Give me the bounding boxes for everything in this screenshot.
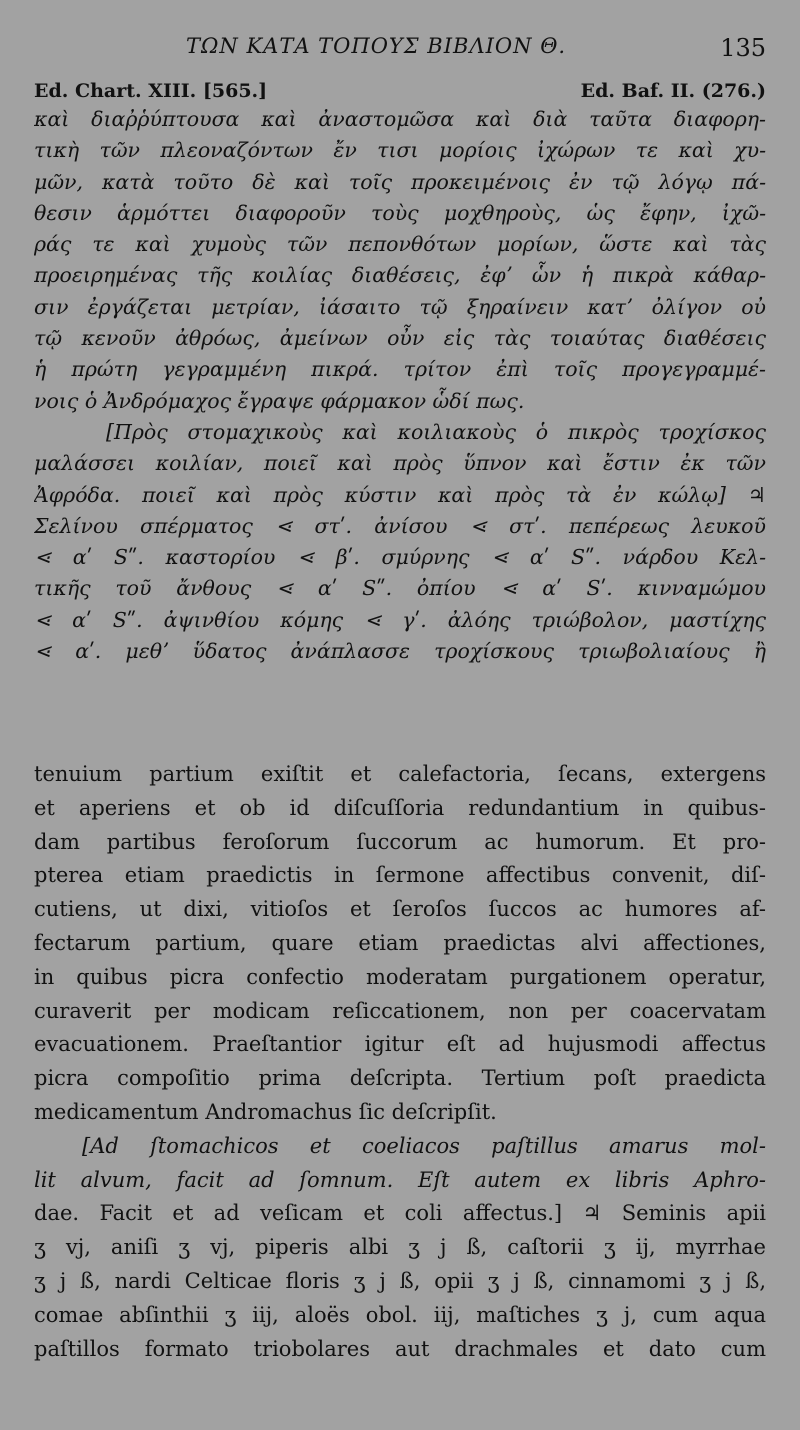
greek-line: τῷ κενοῦν ἀθρόως, ἀμείνων οὖν εἰς τὰς τοιαύτας διαθέσεις <box>34 326 766 351</box>
running-title: ΤΩΝ ΚΑΤΑ ΤΟΠΟΥΣ ΒΙΒΛΙΟΝ Θ. <box>186 34 567 58</box>
latin-line: in quibus picra confectio moderatam purgationem operatur, <box>34 964 766 989</box>
edition-chart-reference: Ed. Chart. XIII. [565.] <box>34 80 268 102</box>
edition-bas-reference: Ed. Baf. II. (276.) <box>580 80 766 102</box>
latin-line: pterea etiam praedictis in ſermone affectibus convenit, diſ- <box>34 863 766 888</box>
latin-line: et aperiens et ob id diſcuſſoria redundantium in quibus- <box>34 795 766 820</box>
greek-line: σιν ἐργάζεται μετρίαν, ἰάσαιτο τῷ ξηραίνειν κατʼ ὀλίγον οὐ <box>34 294 766 319</box>
column-divider <box>34 744 766 745</box>
greek-line: ⋖ αʹ. μεθʼ ὕδατος ἀνάπλασσε τροχίσκους τριωβολιαίους ἢ <box>34 639 766 664</box>
greek-line: Ἀφρόδα. ποιεῖ καὶ πρὸς κύστιν καὶ πρὸς τὰ ἐν κώλῳ] ♃ <box>34 482 766 507</box>
greek-text-block <box>34 104 766 667</box>
latin-line: tenuium partium exiſtit et calefactoria, ſecans, extergens <box>34 762 766 786</box>
latin-line: picra compoſitio prima deſcripta. Tertium poſt praedicta <box>34 1066 766 1091</box>
greek-line: θεσιν ἁρμόττει διαφοροῦν τοὺς μοχθηροὺς, ὡς ἔφην, ἰχῶ- <box>34 200 766 225</box>
greek-line: μῶν, κατὰ τοῦτο δὲ καὶ τοῖς προκειμένοις ἐν τῷ λόγῳ πά- <box>34 169 766 194</box>
running-head <box>0 34 800 66</box>
greek-line: ⋖ αʹ Sʺ. καστορίου ⋖ βʹ. σμύρνης ⋖ αʹ Sʺ. νάρδου Κελ- <box>34 545 766 570</box>
latin-line: lit alvum, facit ad ſomnum. Eſt autem ex libris Aphro- <box>34 1167 766 1192</box>
greek-line: προειρημένας τῆς κοιλίας διαθέσεις, ἐφʼ ὧν ἡ πικρὰ κάθαρ- <box>34 263 766 288</box>
latin-line: ʒ j ß, nardi Celticae floris ʒ j ß, opii ʒ j ß, cinnamomi ʒ j ß, <box>34 1268 766 1293</box>
latin-line: curaverit per modicam reſiccationem, non per coacervatam <box>34 998 766 1023</box>
latin-line: dam partibus feroſorum ſuccorum ac humorum. Et pro- <box>34 829 766 854</box>
latin-line: paſtillos formato triobolares aut drachmales et dato cum <box>34 1336 766 1361</box>
greek-line: [Πρὸς στομαχικοὺς καὶ κοιλιακοὺς ὁ πικρὸς τροχίσκος <box>106 419 766 444</box>
latin-line: ʒ vj, aniſi ʒ vj, piperis albi ʒ j ß, caſtorii ʒ ij, myrrhae <box>34 1235 766 1260</box>
latin-line: fectarum partium, quare etiam praedictas alvi affectiones, <box>34 930 766 955</box>
greek-line: ⋖ αʹ Sʺ. ἀψινθίου κόμης ⋖ γʹ. ἀλόης τριώβολον, μαστίχης <box>34 607 766 632</box>
latin-line: evacuationem. Praeſtantior igitur eſt ad hujusmodi affectus <box>34 1032 766 1057</box>
latin-line: dae. Facit et ad veſicam et coli affectus.] ♃ Seminis apii <box>34 1201 766 1226</box>
greek-line: τικῆς τοῦ ἄνθους ⋖ αʹ Sʺ. ὀπίου ⋖ αʹ Sʹ. κινναμώμου <box>34 576 766 601</box>
latin-line: medicamentum Andromachus ſic deſcripſit. <box>34 1099 497 1124</box>
latin-line: comae abſinthii ʒ iij, aloës obol. iij, maſtiches ʒ j, cum aqua <box>34 1302 766 1327</box>
greek-line: μαλάσσει κοιλίαν, ποιεῖ καὶ πρὸς ὕπνον καὶ ἔστιν ἐκ τῶν <box>34 451 766 476</box>
greek-line: τικὴ τῶν πλεοναζόντων ἔν τισι μορίοις ἰχώρων τε καὶ χυ- <box>34 138 766 163</box>
greek-line: καὶ διαῤῥύπτουσα καὶ ἀναστομῶσα καὶ διὰ ταῦτα διαφορη- <box>34 107 766 131</box>
greek-line: ράς τε καὶ χυμοὺς τῶν πεπονθότων μορίων, ὥστε καὶ τὰς <box>34 232 766 257</box>
greek-line: ἡ πρώτη γεγραμμένη πικρά. τρίτον ἐπὶ τοῖς προγεγραμμέ- <box>34 357 766 382</box>
page-number: 135 <box>720 34 766 62</box>
latin-text-block <box>34 758 766 1366</box>
greek-line: Σελίνου σπέρματος ⋖ στʹ. ἀνίσου ⋖ στʹ. πεπέρεως λευκοῦ <box>34 513 766 538</box>
latin-line: [Ad ſtomachicos et coeliacos paſtillus amarus mol- <box>82 1133 766 1158</box>
latin-line: cutiens, ut dixi, vitioſos et ſeroſos ſuccos ac humores af- <box>34 897 766 922</box>
greek-line: νοις ὁ Ἀνδρόμαχος ἔγραψε φάρμακον ὧδί πως. <box>34 388 525 413</box>
